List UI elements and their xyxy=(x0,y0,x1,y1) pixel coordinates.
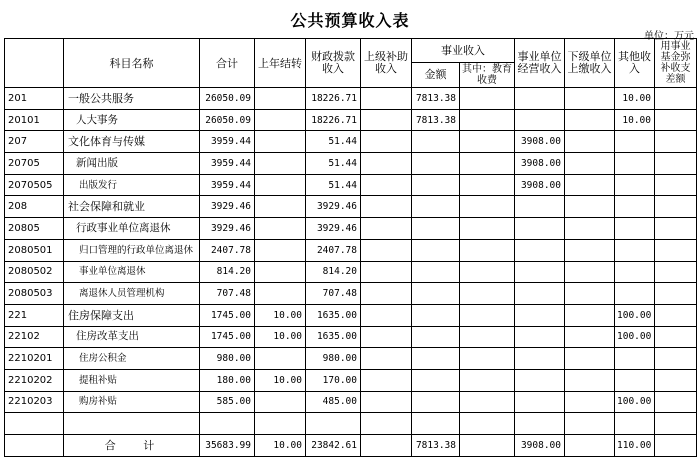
header-fiscal: 财政拨款收入 xyxy=(306,39,361,88)
lower-cell xyxy=(565,304,615,326)
table-row xyxy=(5,348,697,370)
superior-cell xyxy=(361,326,412,348)
reserve-cell xyxy=(655,261,697,283)
total-operating-cell: 3908.00 xyxy=(515,435,565,457)
amount-cell xyxy=(412,413,460,435)
table-row xyxy=(5,326,697,348)
superior-cell xyxy=(361,131,412,153)
code-cell: 2080501 xyxy=(5,239,64,261)
amount-cell: 7813.38 xyxy=(412,88,460,110)
subject-cell: 离退休人员管理机构 xyxy=(64,283,200,305)
edu-fee-cell xyxy=(460,326,515,348)
table-row xyxy=(5,196,697,218)
total-cell xyxy=(200,413,255,435)
subject-cell: 行政事业单位离退休 xyxy=(64,218,200,240)
code-cell: 221 xyxy=(5,304,64,326)
edu-fee-cell xyxy=(460,369,515,391)
table-row xyxy=(5,304,697,326)
lower-cell xyxy=(565,326,615,348)
subject-cell: 归口管理的行政单位离退休 xyxy=(64,239,200,261)
total-cell: 707.48 xyxy=(200,283,255,305)
reserve-cell xyxy=(655,391,697,413)
edu-fee-cell xyxy=(460,174,515,196)
amount-cell xyxy=(412,326,460,348)
total-lower-cell xyxy=(565,435,615,457)
superior-cell xyxy=(361,218,412,240)
reserve-cell xyxy=(655,283,697,305)
total-cell: 180.00 xyxy=(200,369,255,391)
amount-cell xyxy=(412,153,460,175)
edu-fee-cell xyxy=(460,304,515,326)
superior-cell xyxy=(361,413,412,435)
total-cell: 2407.78 xyxy=(200,239,255,261)
other-cell xyxy=(615,348,655,370)
operating-cell: 3908.00 xyxy=(515,174,565,196)
operating-cell xyxy=(515,283,565,305)
other-cell xyxy=(615,218,655,240)
fiscal-cell: 51.44 xyxy=(306,153,361,175)
operating-cell xyxy=(515,369,565,391)
total-cell: 3929.46 xyxy=(200,196,255,218)
operating-cell xyxy=(515,304,565,326)
edu-fee-cell xyxy=(460,283,515,305)
superior-cell xyxy=(361,304,412,326)
superior-cell xyxy=(361,283,412,305)
operating-cell xyxy=(515,261,565,283)
table-row xyxy=(5,109,697,131)
fiscal-cell: 18226.71 xyxy=(306,88,361,110)
total-cell: 980.00 xyxy=(200,348,255,370)
reserve-cell xyxy=(655,174,697,196)
total-cell: 26050.09 xyxy=(200,109,255,131)
amount-cell xyxy=(412,196,460,218)
total-cell: 814.20 xyxy=(200,261,255,283)
total-carryover-cell: 10.00 xyxy=(255,435,306,457)
lower-cell xyxy=(565,413,615,435)
carryover-cell xyxy=(255,239,306,261)
table-body xyxy=(5,88,697,457)
header-amount: 金额 xyxy=(412,63,460,88)
lower-cell xyxy=(565,174,615,196)
superior-cell xyxy=(361,109,412,131)
edu-fee-cell xyxy=(460,239,515,261)
amount-cell: 7813.38 xyxy=(412,109,460,131)
total-cell: 3959.44 xyxy=(200,174,255,196)
fiscal-cell xyxy=(306,413,361,435)
amount-cell xyxy=(412,391,460,413)
other-cell xyxy=(615,239,655,261)
edu-fee-cell xyxy=(460,109,515,131)
lower-cell xyxy=(565,153,615,175)
other-cell xyxy=(615,131,655,153)
subject-cell: 文化体育与传媒 xyxy=(64,131,200,153)
operating-cell xyxy=(515,413,565,435)
total-code-cell xyxy=(5,435,64,457)
operating-cell: 3908.00 xyxy=(515,131,565,153)
lower-cell xyxy=(565,283,615,305)
code-cell: 20705 xyxy=(5,153,64,175)
header-code xyxy=(5,39,64,88)
edu-fee-cell xyxy=(460,413,515,435)
lower-cell xyxy=(565,369,615,391)
header-edu-fee: 其中：教育收费 xyxy=(460,63,515,88)
total-amount-cell: 7813.38 xyxy=(412,435,460,457)
table-row xyxy=(5,131,697,153)
fiscal-cell: 1635.00 xyxy=(306,304,361,326)
subject-cell: 社会保障和就业 xyxy=(64,196,200,218)
table-row xyxy=(5,174,697,196)
reserve-cell xyxy=(655,196,697,218)
total-label: 合 计 xyxy=(64,435,200,457)
reserve-cell xyxy=(655,109,697,131)
total-fiscal-cell: 23842.61 xyxy=(306,435,361,457)
lower-cell xyxy=(565,196,615,218)
code-cell: 208 xyxy=(5,196,64,218)
header-total: 合计 xyxy=(200,39,255,88)
table-header xyxy=(5,39,697,88)
carryover-cell xyxy=(255,348,306,370)
fiscal-cell: 170.00 xyxy=(306,369,361,391)
total-row xyxy=(5,435,697,457)
other-cell xyxy=(615,196,655,218)
superior-cell xyxy=(361,369,412,391)
subject-cell: 购房补贴 xyxy=(64,391,200,413)
fiscal-cell: 51.44 xyxy=(306,174,361,196)
edu-fee-cell xyxy=(460,261,515,283)
carryover-cell xyxy=(255,196,306,218)
other-cell: 10.00 xyxy=(615,109,655,131)
total-cell: 585.00 xyxy=(200,391,255,413)
superior-cell xyxy=(361,174,412,196)
total-total-cell: 35683.99 xyxy=(200,435,255,457)
table-row xyxy=(5,369,697,391)
fiscal-cell: 485.00 xyxy=(306,391,361,413)
other-cell xyxy=(615,369,655,391)
amount-cell xyxy=(412,131,460,153)
carryover-cell xyxy=(255,174,306,196)
edu-fee-cell xyxy=(460,348,515,370)
amount-cell xyxy=(412,369,460,391)
fiscal-cell: 51.44 xyxy=(306,131,361,153)
subject-cell: 一般公共服务 xyxy=(64,88,200,110)
total-cell: 3959.44 xyxy=(200,153,255,175)
code-cell: 20805 xyxy=(5,218,64,240)
total-superior-cell xyxy=(361,435,412,457)
edu-fee-cell xyxy=(460,153,515,175)
page-title: 公共预算收入表 xyxy=(290,11,410,30)
superior-cell xyxy=(361,88,412,110)
operating-cell xyxy=(515,88,565,110)
operating-cell xyxy=(515,109,565,131)
operating-cell xyxy=(515,348,565,370)
other-cell xyxy=(615,261,655,283)
subject-cell: 住房改革支出 xyxy=(64,326,200,348)
header-other: 其他收入 xyxy=(615,39,655,88)
subject-cell: 提租补贴 xyxy=(64,369,200,391)
superior-cell xyxy=(361,239,412,261)
reserve-cell xyxy=(655,131,697,153)
subject-cell: 出版发行 xyxy=(64,174,200,196)
table-row xyxy=(5,88,697,110)
lower-cell xyxy=(565,88,615,110)
carryover-cell xyxy=(255,88,306,110)
code-cell: 2070505 xyxy=(5,174,64,196)
subject-cell: 住房公积金 xyxy=(64,348,200,370)
other-cell: 100.00 xyxy=(615,391,655,413)
table-row xyxy=(5,153,697,175)
code-cell: 20101 xyxy=(5,109,64,131)
total-cell: 26050.09 xyxy=(200,88,255,110)
total-reserve-cell xyxy=(655,435,697,457)
other-cell xyxy=(615,153,655,175)
code-cell: 2210201 xyxy=(5,348,64,370)
operating-cell xyxy=(515,391,565,413)
carryover-cell xyxy=(255,153,306,175)
operating-cell xyxy=(515,326,565,348)
reserve-cell xyxy=(655,153,697,175)
fiscal-cell: 18226.71 xyxy=(306,109,361,131)
subject-cell xyxy=(64,413,200,435)
fiscal-cell: 814.20 xyxy=(306,261,361,283)
reserve-cell xyxy=(655,413,697,435)
lower-cell xyxy=(565,239,615,261)
other-cell xyxy=(615,413,655,435)
subject-cell: 人大事务 xyxy=(64,109,200,131)
table-row xyxy=(5,413,697,435)
edu-fee-cell xyxy=(460,391,515,413)
other-cell xyxy=(615,283,655,305)
total-cell: 3959.44 xyxy=(200,131,255,153)
code-cell xyxy=(5,413,64,435)
total-other-cell: 110.00 xyxy=(615,435,655,457)
carryover-cell xyxy=(255,261,306,283)
carryover-cell xyxy=(255,218,306,240)
lower-cell xyxy=(565,109,615,131)
amount-cell xyxy=(412,283,460,305)
code-cell: 2210202 xyxy=(5,369,64,391)
fiscal-cell: 707.48 xyxy=(306,283,361,305)
amount-cell xyxy=(412,218,460,240)
table-row xyxy=(5,283,697,305)
subject-cell: 住房保障支出 xyxy=(64,304,200,326)
code-cell: 2210203 xyxy=(5,391,64,413)
superior-cell xyxy=(361,196,412,218)
fiscal-cell: 980.00 xyxy=(306,348,361,370)
carryover-cell xyxy=(255,109,306,131)
other-cell: 100.00 xyxy=(615,326,655,348)
code-cell: 2080502 xyxy=(5,261,64,283)
table-row xyxy=(5,239,697,261)
lower-cell xyxy=(565,391,615,413)
fiscal-cell: 3929.46 xyxy=(306,196,361,218)
superior-cell xyxy=(361,261,412,283)
operating-cell: 3908.00 xyxy=(515,153,565,175)
subject-cell: 事业单位离退休 xyxy=(64,261,200,283)
code-cell: 201 xyxy=(5,88,64,110)
table-row xyxy=(5,218,697,240)
code-cell: 2080503 xyxy=(5,283,64,305)
amount-cell xyxy=(412,174,460,196)
fiscal-cell: 1635.00 xyxy=(306,326,361,348)
reserve-cell xyxy=(655,218,697,240)
amount-cell xyxy=(412,239,460,261)
reserve-cell xyxy=(655,88,697,110)
lower-cell xyxy=(565,131,615,153)
total-edu-fee-cell xyxy=(460,435,515,457)
amount-cell xyxy=(412,304,460,326)
other-cell: 10.00 xyxy=(615,88,655,110)
other-cell: 100.00 xyxy=(615,304,655,326)
superior-cell xyxy=(361,391,412,413)
header-subject: 科目名称 xyxy=(64,39,200,88)
header-lower: 下级单位上缴收入 xyxy=(565,39,615,88)
carryover-cell xyxy=(255,391,306,413)
reserve-cell xyxy=(655,369,697,391)
operating-cell xyxy=(515,218,565,240)
lower-cell xyxy=(565,261,615,283)
header-business: 事业收入 xyxy=(412,39,515,63)
amount-cell xyxy=(412,261,460,283)
carryover-cell: 10.00 xyxy=(255,369,306,391)
header-reserve: 用事业基金弥补收支差额 xyxy=(655,39,697,88)
reserve-cell xyxy=(655,326,697,348)
total-cell: 3929.46 xyxy=(200,218,255,240)
unit-label: 单位：万元 xyxy=(644,31,694,42)
edu-fee-cell xyxy=(460,131,515,153)
operating-cell xyxy=(515,239,565,261)
superior-cell xyxy=(361,348,412,370)
header-operating: 事业单位经营收入 xyxy=(515,39,565,88)
carryover-cell xyxy=(255,413,306,435)
superior-cell xyxy=(361,153,412,175)
fiscal-cell: 2407.78 xyxy=(306,239,361,261)
table-row xyxy=(5,391,697,413)
budget-table xyxy=(4,38,697,457)
edu-fee-cell xyxy=(460,218,515,240)
carryover-cell: 10.00 xyxy=(255,326,306,348)
lower-cell xyxy=(565,218,615,240)
edu-fee-cell xyxy=(460,88,515,110)
reserve-cell xyxy=(655,239,697,261)
header-carryover: 上年结转 xyxy=(255,39,306,88)
other-cell xyxy=(615,174,655,196)
lower-cell xyxy=(565,348,615,370)
table-row xyxy=(5,261,697,283)
amount-cell xyxy=(412,348,460,370)
subject-cell: 新闻出版 xyxy=(64,153,200,175)
carryover-cell xyxy=(255,131,306,153)
reserve-cell xyxy=(655,304,697,326)
carryover-cell: 10.00 xyxy=(255,304,306,326)
code-cell: 22102 xyxy=(5,326,64,348)
edu-fee-cell xyxy=(460,196,515,218)
total-cell: 1745.00 xyxy=(200,304,255,326)
total-cell: 1745.00 xyxy=(200,326,255,348)
code-cell: 207 xyxy=(5,131,64,153)
header-superior: 上级补助收入 xyxy=(361,39,412,88)
carryover-cell xyxy=(255,283,306,305)
fiscal-cell: 3929.46 xyxy=(306,218,361,240)
reserve-cell xyxy=(655,348,697,370)
operating-cell xyxy=(515,196,565,218)
